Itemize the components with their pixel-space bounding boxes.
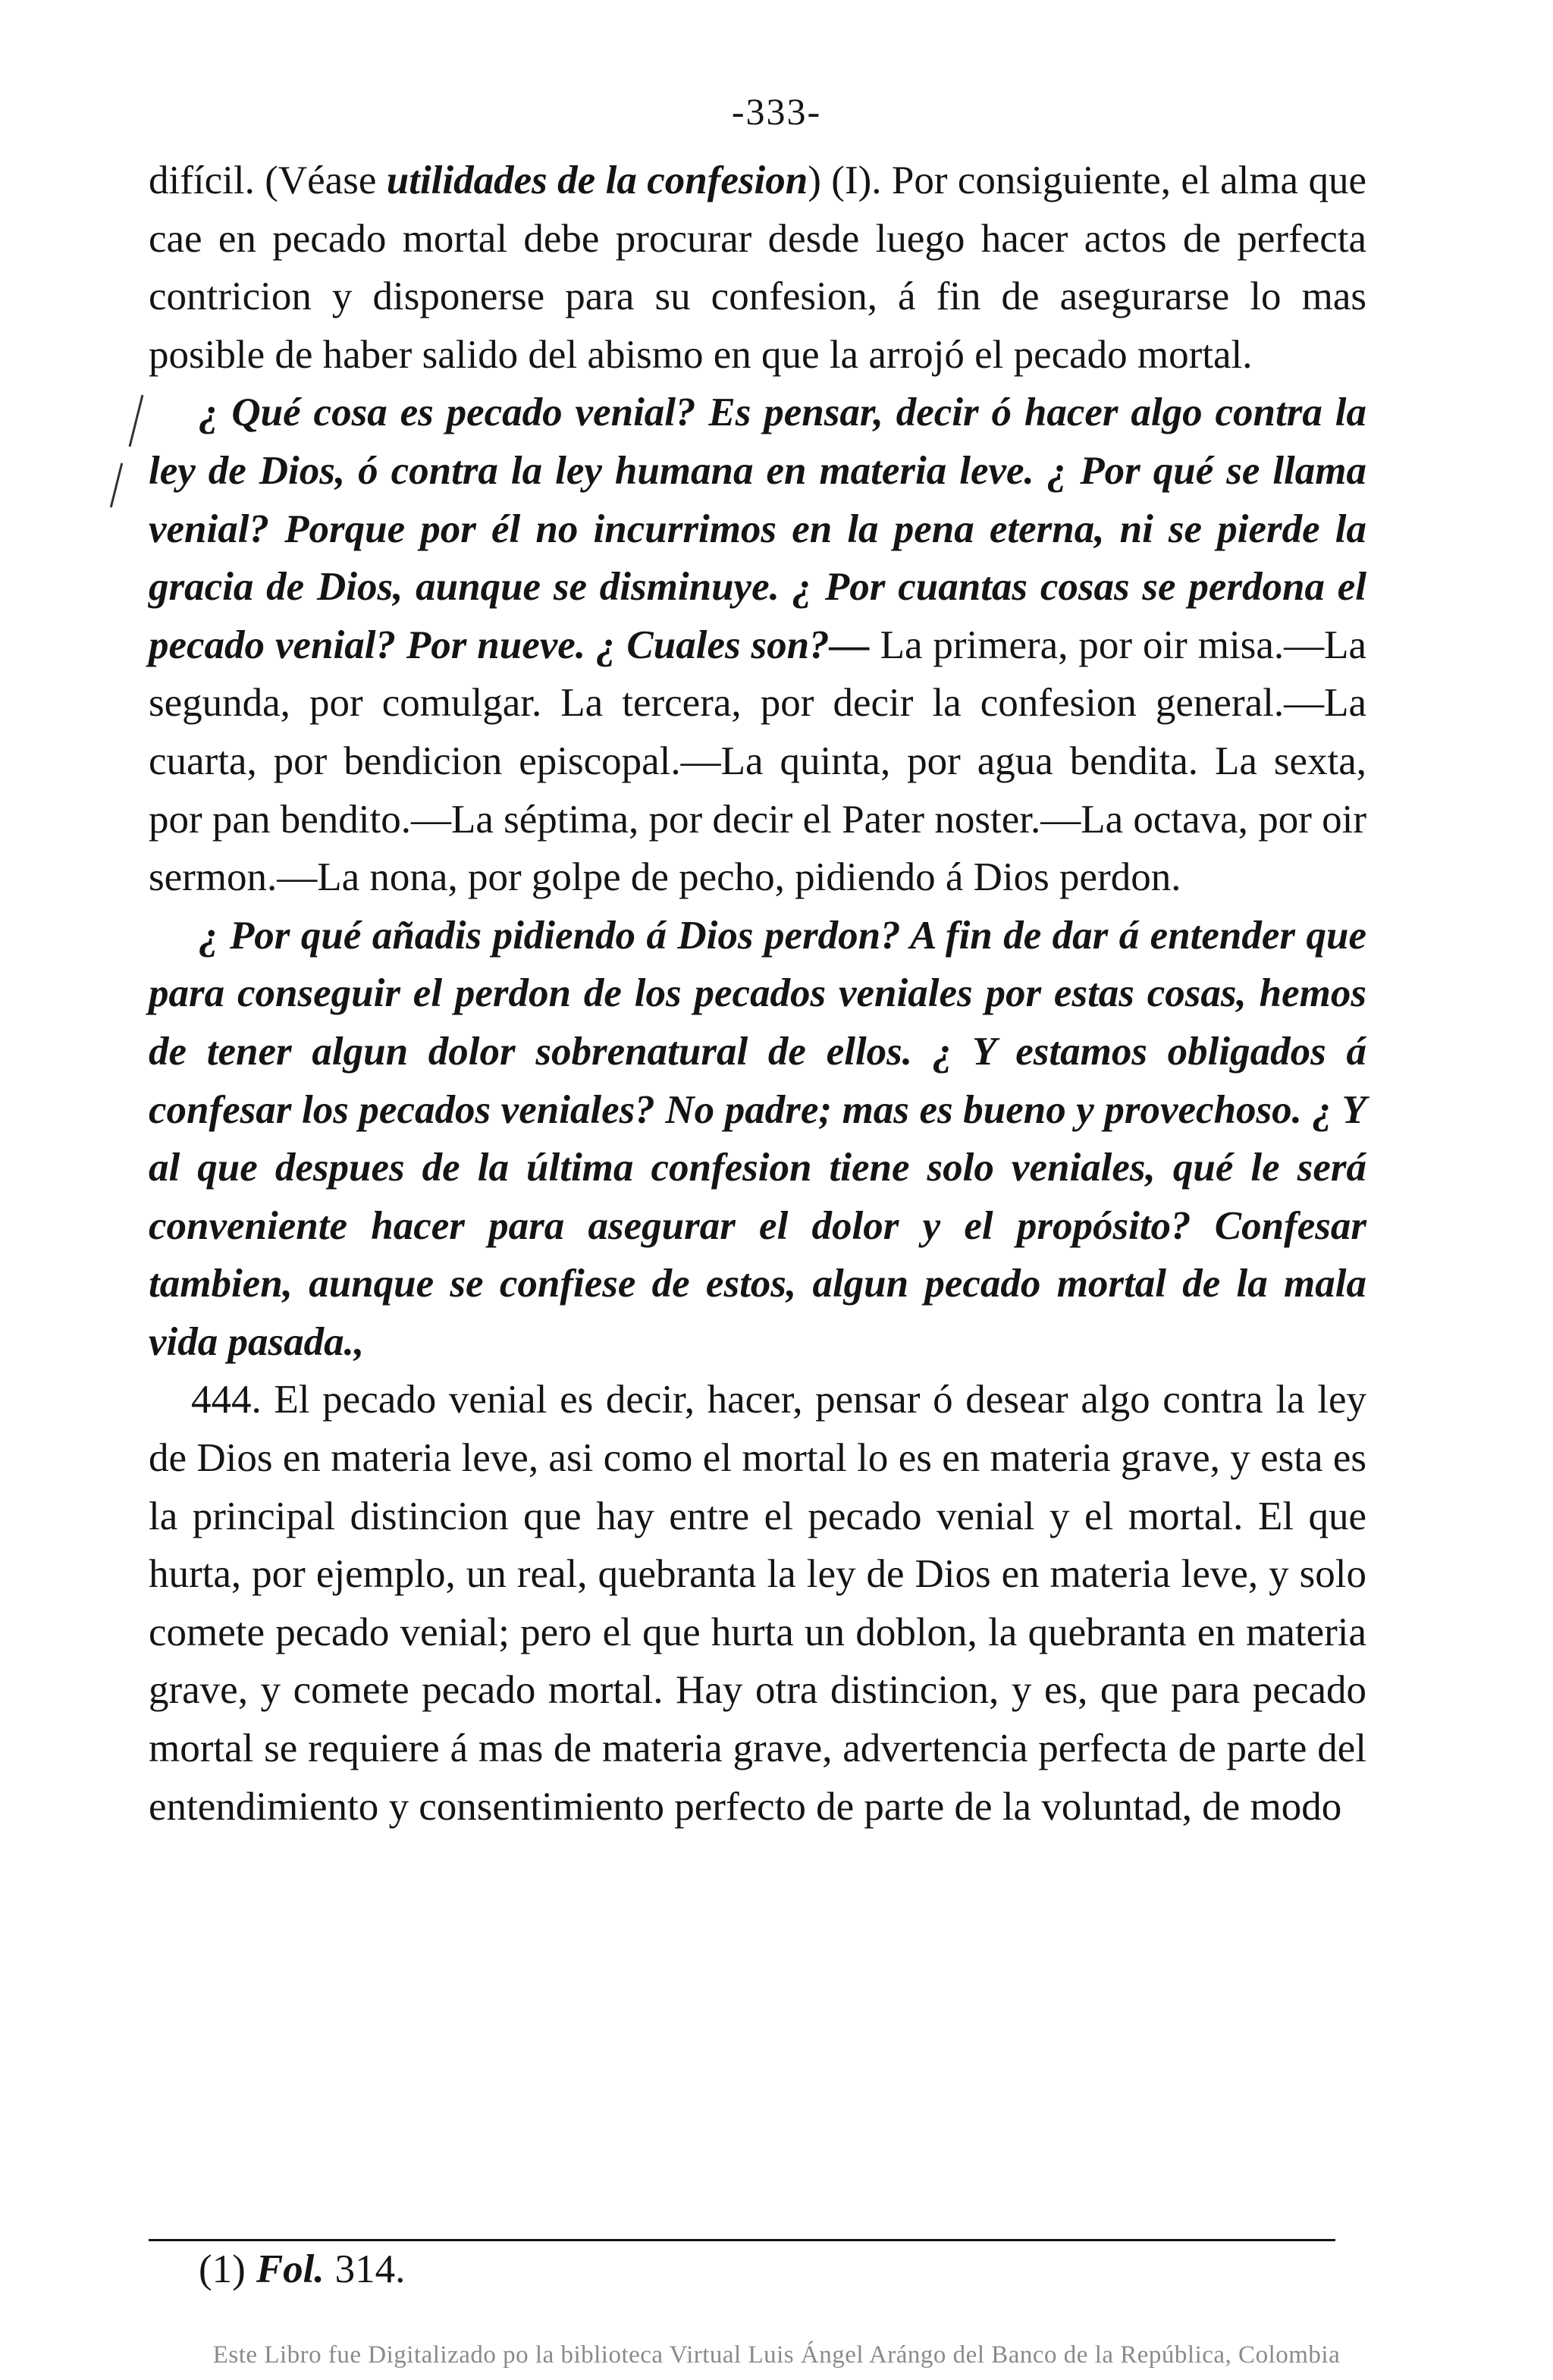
footnote-page: 314. [334, 2247, 406, 2291]
margin-pencil-mark [129, 395, 144, 447]
paragraph: ¿ Qué cosa es pecado venial? Es pensar, decir ó hacer algo contra la ley de Dios, ó contra la ley humana en materia leve. ¿ Por qué se llama venial? Porque por él no incurrimos en la pena eterna, ni se pierde la gracia de Dios, aunque se disminuye. ¿ Por cuantas cosas se perdona el pecado venial? Por nueve. ¿ Cuales son?— La primera, por oir misa.—La segunda, por comulgar. La tercera, por decir la confesion general.—La cuarta, por bendicion episcopal.—La quinta, por agua bendita. La sexta, por pan bendito.—La séptima, por decir el Pater noster.—La octava, por oir sermon.—La nona, por golpe de pecho, pidiendo á Dios perdon. [149, 390, 1366, 900]
paragraph: ¿ Por qué añadis pidiendo á Dios perdon? A fin de dar á entender que para conseguir el perdon de los pecados veniales por estas cosas, hemos de tener algun dolor sobrenatural de ellos. ¿ Y estamos obligados á confesar los pecados veniales? No padre; mas es bueno y provechoso. ¿ Y al que despues de la última confesion tiene solo veniales, qué le será conveniente hacer para asegurar el dolor y el propósito? Confesar tambien, aunque se confiese de estos, algun pecado mortal de la mala vida pasada., [149, 913, 1366, 1364]
paragraph: 444. El pecado venial es decir, hacer, pensar ó desear algo contra la ley de Dios en materia leve, asi como el mortal lo es en materia grave, y esta es la principal distincion que hay entre el pecado venial y el mortal. El que hurta, por ejemplo, un real, quebranta la ley de Dios en materia leve, y solo comete pecado venial; pero el que hurta un doblon, la quebranta en materia grave, y comete pecado mortal. Hay otra distincion, y es, que para pecado mortal se requiere á mas de materia grave, advertencia perfecta de parte del entendimiento y consentimiento perfecto de parte de la voluntad, de modo [149, 1378, 1366, 1829]
paragraph: difícil. (Véase utilidades de la confesion) (I). Por consiguiente, el alma que cae en pecado mortal debe procurar desde luego hacer actos de perfecta contricion y disponerse para su confesion, á fin de asegurarse lo mas posible de haber salido del abismo en que la arrojó el pecado mortal. [149, 158, 1366, 377]
footnote [199, 2243, 405, 2296]
page-number: -333- [731, 90, 822, 133]
digitization-credit: Este Libro fue Digitalizado po la biblioteca Virtual Luis Ángel Arángo del Banco de la República, Colombia [212, 2341, 1341, 2369]
footnote-reference: Fol. [256, 2247, 325, 2291]
footnote-rule [149, 2239, 1335, 2241]
margin-pencil-mark [110, 463, 123, 508]
footnote-marker: (1) [199, 2247, 246, 2291]
body-text [149, 152, 1366, 1836]
